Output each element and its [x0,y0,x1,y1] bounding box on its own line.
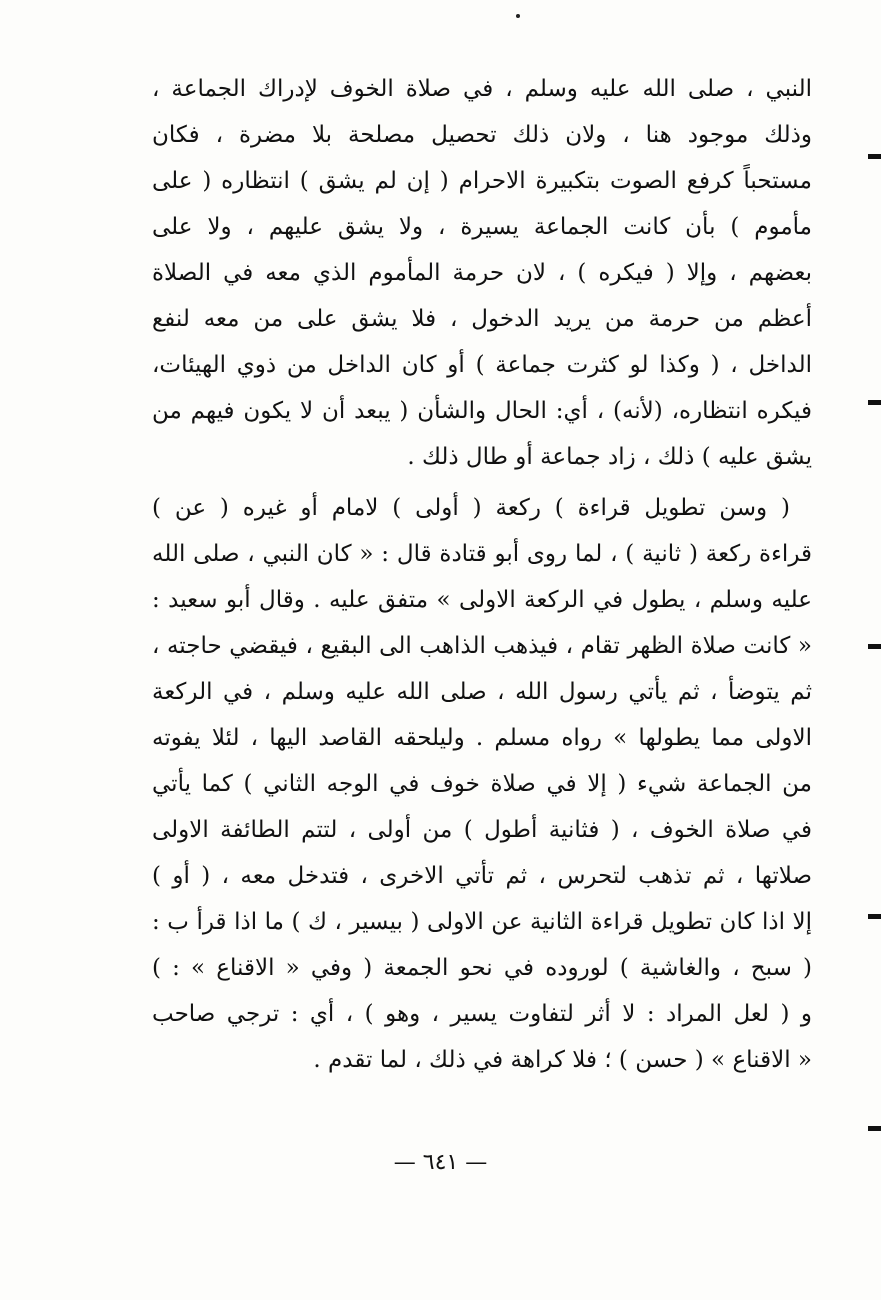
text-line: عليه وسلم ، يطول في الركعة الاولى » متفق عليه . وقال أبو سعيد : [152,587,812,613]
margin-mark [868,154,881,159]
text-line: و ( لعل المراد : لا أثر لتفاوت يسير ، وهو ) ، أي : ترجي صاحب [152,1001,812,1027]
margin-mark [868,644,881,649]
margin-mark [868,914,881,919]
text-line: من الجماعة شيء ( إلا في صلاة خوف في الوجه الثاني ) كما يأتي [152,771,812,797]
text-line: فيكره انتظاره، (لأنه) ، أي: الحال والشأن ( يبعد أن لا يكون فيهم من [152,398,812,424]
text-line: وذلك موجود هنا ، ولان ذلك تحصيل مصلحة بلا مضرة ، فكان [152,122,812,148]
text-line: ( سبح ، والغاشية ) لوروده في نحو الجمعة ( وفي « الاقناع » : ) [152,955,812,981]
text-line: صلاتها ، ثم تذهب لتحرس ، ثم تأتي الاخرى ، فتدخل معه ، ( أو ) [152,863,812,889]
margin-mark [868,400,881,405]
text-line: الداخل ، ( وكذا لو كثرت جماعة ) أو كان الداخل من ذوي الهيئات، [152,352,812,378]
margin-mark [868,1126,881,1131]
top-dot [516,14,520,18]
text-line: ثم يتوضأ ، ثم يأتي رسول الله ، صلى الله عليه وسلم ، في الركعة [152,679,812,705]
text-line: إلا اذا كان تطويل قراءة الثانية عن الاولى ( بيسير ، ك ) ما اذا قرأ ب : [152,909,812,935]
text-line: ( وسن تطويل قراءة ) ركعة ( أولى ) لامام أو غيره ( عن ) [152,495,790,521]
text-line: مستحباً كرفع الصوت بتكبيرة الاحرام ( إن لم يشق ) انتظاره ( على [152,168,812,194]
text-line: قراءة ركعة ( ثانية ) ، لما روى أبو قتادة قال : « كان النبي ، صلى الله [152,541,812,567]
text-line: الاولى مما يطولها » رواه مسلم . وليلحقه القاصد اليها ، لئلا يفوته [152,725,812,751]
text-line: « كانت صلاة الظهر تقام ، فيذهب الذاهب الى البقيع ، فيقضي حاجته ، [152,633,812,659]
text-line: « الاقناع » ( حسن ) ؛ فلا كراهة في ذلك ، لما تقدم . [313,1047,812,1073]
text-line: النبي ، صلى الله عليه وسلم ، في صلاة الخوف لإدراك الجماعة ، [152,76,812,102]
text-line: مأموم ) بأن كانت الجماعة يسيرة ، ولا يشق عليهم ، ولا على [152,214,812,240]
paragraph-1 [152,66,812,480]
page-number: — ٦٤١ — [393,1150,488,1175]
text-line: يشق عليه ) ذلك ، زاد جماعة أو طال ذلك . [407,444,812,470]
text-line: بعضهم ، وإلا ( فيكره ) ، لان حرمة المأموم الذي معه في الصلاة [152,260,812,286]
text-line: أعظم من حرمة من يريد الدخول ، فلا يشق على من معه لنفع [152,306,812,332]
paragraph-2 [152,485,812,1083]
text-line: في صلاة الخوف ، ( فثانية أطول ) من أولى ، لتتم الطائفة الاولى [152,817,812,843]
